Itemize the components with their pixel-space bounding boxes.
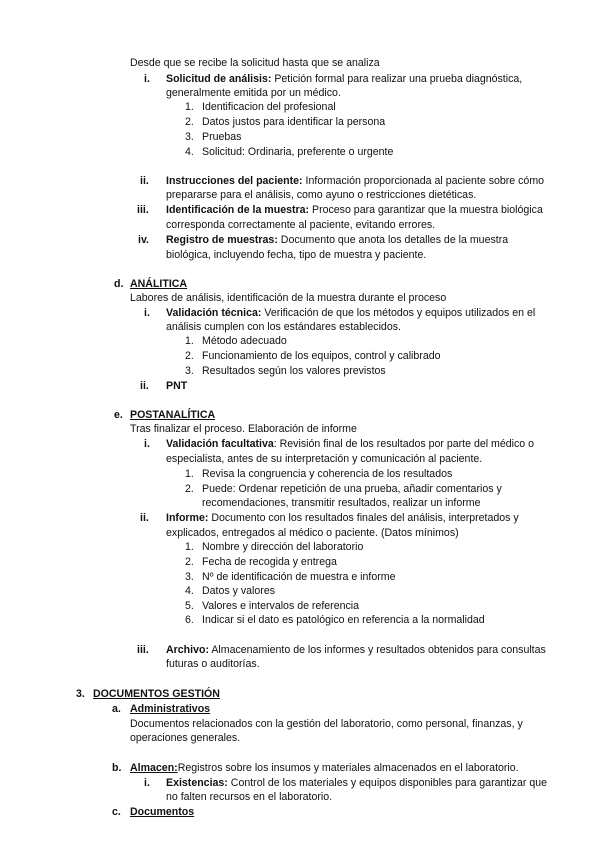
sub-number: 3. [185,365,194,377]
item-text: Verificación de que los métodos y equipos utilizados en el [261,307,536,319]
sub-item: Nº de identificación de muestra e informe [202,571,396,583]
item-text: : Revisión final de los resultados por parte del médico o [273,438,535,450]
item-continuation: generalmente emitida por un médico. [166,87,341,99]
section-desc: Labores de análisis, identificación de la muestra durante el proceso [130,292,447,304]
item-label: Informe: [166,512,209,524]
section-title-analitica: ANÁLITICA [130,278,188,290]
sub-number: 2. [185,556,194,568]
item-continuation: no falten recursos en el laboratorio. [166,791,333,803]
sub-number: 2. [185,116,194,128]
subsection-title-administrativos: Administrativos [130,703,211,715]
item-label: Solicitud de análisis: [166,73,272,85]
item-continuation: corresponda correctamente al paciente, evitando errores. [166,219,436,231]
subsection-desc: operaciones generales. [130,732,241,744]
sub-number: 2. [185,350,194,362]
section-desc: Tras finalizar el proceso. Elaboración de informe [130,423,357,435]
sub-item: Resultados según los valores previstos [202,365,386,377]
item-identificacion [166,203,543,218]
item-instrucciones [166,174,544,189]
item-number: i. [144,73,150,85]
sub-item: Datos justos para identificar la persona [202,116,386,128]
item-archivo [166,643,546,658]
item-text: Documento que anota los detalles de la muestra [277,234,509,246]
item-number: i. [144,307,150,319]
sub-number: 4. [185,585,194,597]
item-continuation: explicados, entregados al médico o paciente. (Datos mínimos) [166,527,459,539]
sub-number: 3. [185,571,194,583]
sub-number: 1. [185,335,194,347]
item-label: Instrucciones del paciente: [166,175,303,187]
item-label: Registro de muestras: [166,234,278,246]
sub-number: 1. [185,101,194,113]
item-continuation: prepararse para el análisis, como ayuno o restricciones dietéticas. [166,189,477,201]
item-label: Identificación de la muestra: [166,204,310,216]
item-continuation: biológica, incluyendo fecha, tipo de muestra y paciente. [166,249,427,261]
subsection-title-documentos: Documentos [130,806,195,818]
item-number: i. [144,438,150,450]
intro-text: Desde que se recibe la solicitud hasta que se analiza [130,57,380,69]
item-text: Control de los materiales y equipos disponibles para garantizar que [227,777,548,789]
section-letter: e. [114,409,123,421]
item-label: Existencias: [166,777,228,789]
item-label: Validación facultativa [166,438,274,450]
sub-item-continuation: recomendaciones, transmitir resultados, realizar un informe [202,497,481,509]
sub-number: 1. [185,541,194,553]
section-letter: d. [114,278,124,290]
item-solicitud [166,72,522,87]
subsection-letter: a. [112,703,121,715]
sub-item: Puede: Ordenar repetición de una prueba, añadir comentarios y [202,483,502,495]
sub-number: 6. [185,614,194,626]
item-number: iii. [137,204,149,216]
sub-number: 4. [185,146,194,158]
sub-number: 3. [185,131,194,143]
item-number: iii. [137,644,149,656]
sub-item: Pruebas [202,131,242,143]
subsection-text: Registros sobre los insumos y materiales almacenados en el laboratorio. [177,762,519,774]
section-number: 3. [76,688,85,700]
sub-item: Identificacion del profesional [202,101,336,113]
item-label: Validación técnica: [166,307,262,319]
item-pnt: PNT [166,380,188,392]
sub-number: 2. [185,483,194,495]
item-number: i. [144,777,150,789]
sub-item: Indicar si el dato es patológico en referencia a la normalidad [202,614,485,626]
section-title-documentos-gestion: DOCUMENTOS GESTIÓN [93,688,220,700]
item-text: Información proporcionada al paciente sobre cómo [302,175,545,187]
item-number: iv. [138,234,149,246]
sub-number: 5. [185,600,194,612]
item-text: Petición formal para realizar una prueba diagnóstica, [271,73,523,85]
item-validacion-tecnica [166,306,535,321]
item-continuation: especialista, antes de su interpretación y comunicación al paciente. [166,453,483,465]
item-text: Almacenamiento de los informes y resultados obtenidos para consultas [208,644,546,656]
item-number: ii. [140,512,149,524]
sub-number: 1. [185,468,194,480]
sub-item: Método adecuado [202,335,287,347]
item-continuation: análisis cumplen con los estándares establecidos. [166,321,401,333]
sub-item: Revisa la congruencia y coherencia de los resultados [202,468,453,480]
item-continuation: futuras o auditorías. [166,658,260,670]
item-registro [166,233,508,248]
sub-item: Fecha de recogida y entrega [202,556,337,568]
item-validacion-facultativa [166,437,534,452]
item-informe [166,511,519,526]
item-number: ii. [140,380,149,392]
item-text: Proceso para garantizar que la muestra biológica [309,204,543,216]
item-label: Archivo: [166,644,209,656]
sub-item: Valores e intervalos de referencia [202,600,360,612]
item-existencias [166,776,547,791]
sub-item: Nombre y dirección del laboratorio [202,541,364,553]
subsection-letter: c. [112,806,121,818]
section-title-postanalitica: POSTANALÍTICA [130,409,216,421]
subsection-almacen [130,761,519,776]
item-number: ii. [140,175,149,187]
sub-item: Funcionamiento de los equipos, control y calibrado [202,350,441,362]
subsection-title-almacen: Almacen: [130,762,178,774]
subsection-letter: b. [112,762,122,774]
sub-item: Datos y valores [202,585,276,597]
item-text: Documento con los resultados finales del análisis, interpretados y [208,512,519,524]
subsection-desc: Documentos relacionados con la gestión del laboratorio, como personal, finanzas, y [130,718,523,730]
sub-item: Solicitud: Ordinaria, preferente o urgente [202,146,394,158]
